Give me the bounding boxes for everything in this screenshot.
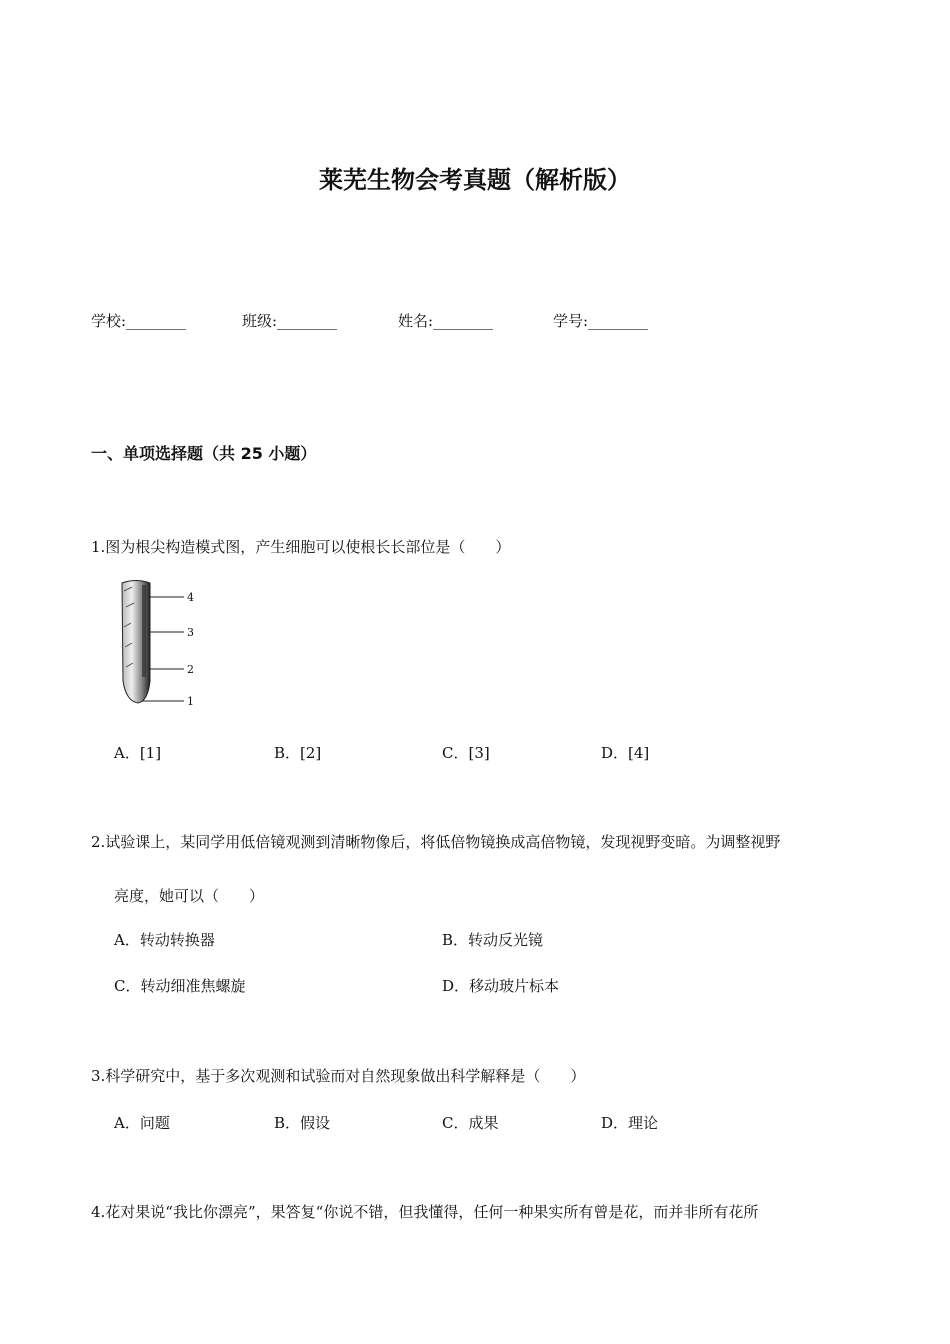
option-a: A．转动转换器 [114, 931, 215, 949]
name-field: 姓名:________ [398, 312, 494, 330]
question-stem: 3.科学研究中，基于多次观测和试验而对自然现象做出科学解释是（ ） [91, 1067, 586, 1085]
option-d: D．[4] [601, 744, 650, 762]
option-c: C．转动细准焦螺旋 [114, 977, 246, 995]
class-field: 班级:________ [242, 312, 338, 330]
question-stem-line-1: 2.试验课上，某同学用低倍镜观测到清晰物像后，将低倍物镜换成高倍物镜，发现视野变暗。为调整视野 [91, 833, 781, 851]
school-field: 学校:________ [91, 312, 187, 330]
question-stem-line-2: 亮度，她可以（ ） [114, 887, 265, 905]
option-c: C．[3] [442, 744, 490, 762]
option-b: B．转动反光镜 [442, 931, 544, 949]
option-d: D．移动玻片标本 [442, 977, 560, 995]
option-b: B．假设 [274, 1114, 331, 1132]
option-c: C．成果 [442, 1114, 499, 1132]
section-heading: 一、单项选择题（共 25 小题） [91, 444, 317, 463]
question-stem: 1.图为根尖构造模式图，产生细胞可以使根长长部位是（ ） [91, 538, 511, 556]
figure-label-3: 3 [187, 626, 194, 639]
question-stem: 4.花对果说“我比你漂亮”，果答复“你说不错，但我懂得，任何一种果实所有曾是花，而并非所有花所 [91, 1203, 759, 1221]
option-b: B．[2] [274, 744, 322, 762]
option-a: A．[1] [114, 744, 162, 762]
student-number-field: 学号:________ [553, 312, 649, 330]
root-tip-diagram [118, 577, 208, 707]
figure-label-4: 4 [187, 591, 194, 604]
option-d: D．理论 [601, 1114, 659, 1132]
option-a: A．问题 [114, 1114, 170, 1132]
figure-label-1: 1 [187, 695, 194, 707]
page-title: 莱芜生物会考真题（解析版） [319, 166, 631, 194]
figure-label-2: 2 [187, 663, 194, 676]
